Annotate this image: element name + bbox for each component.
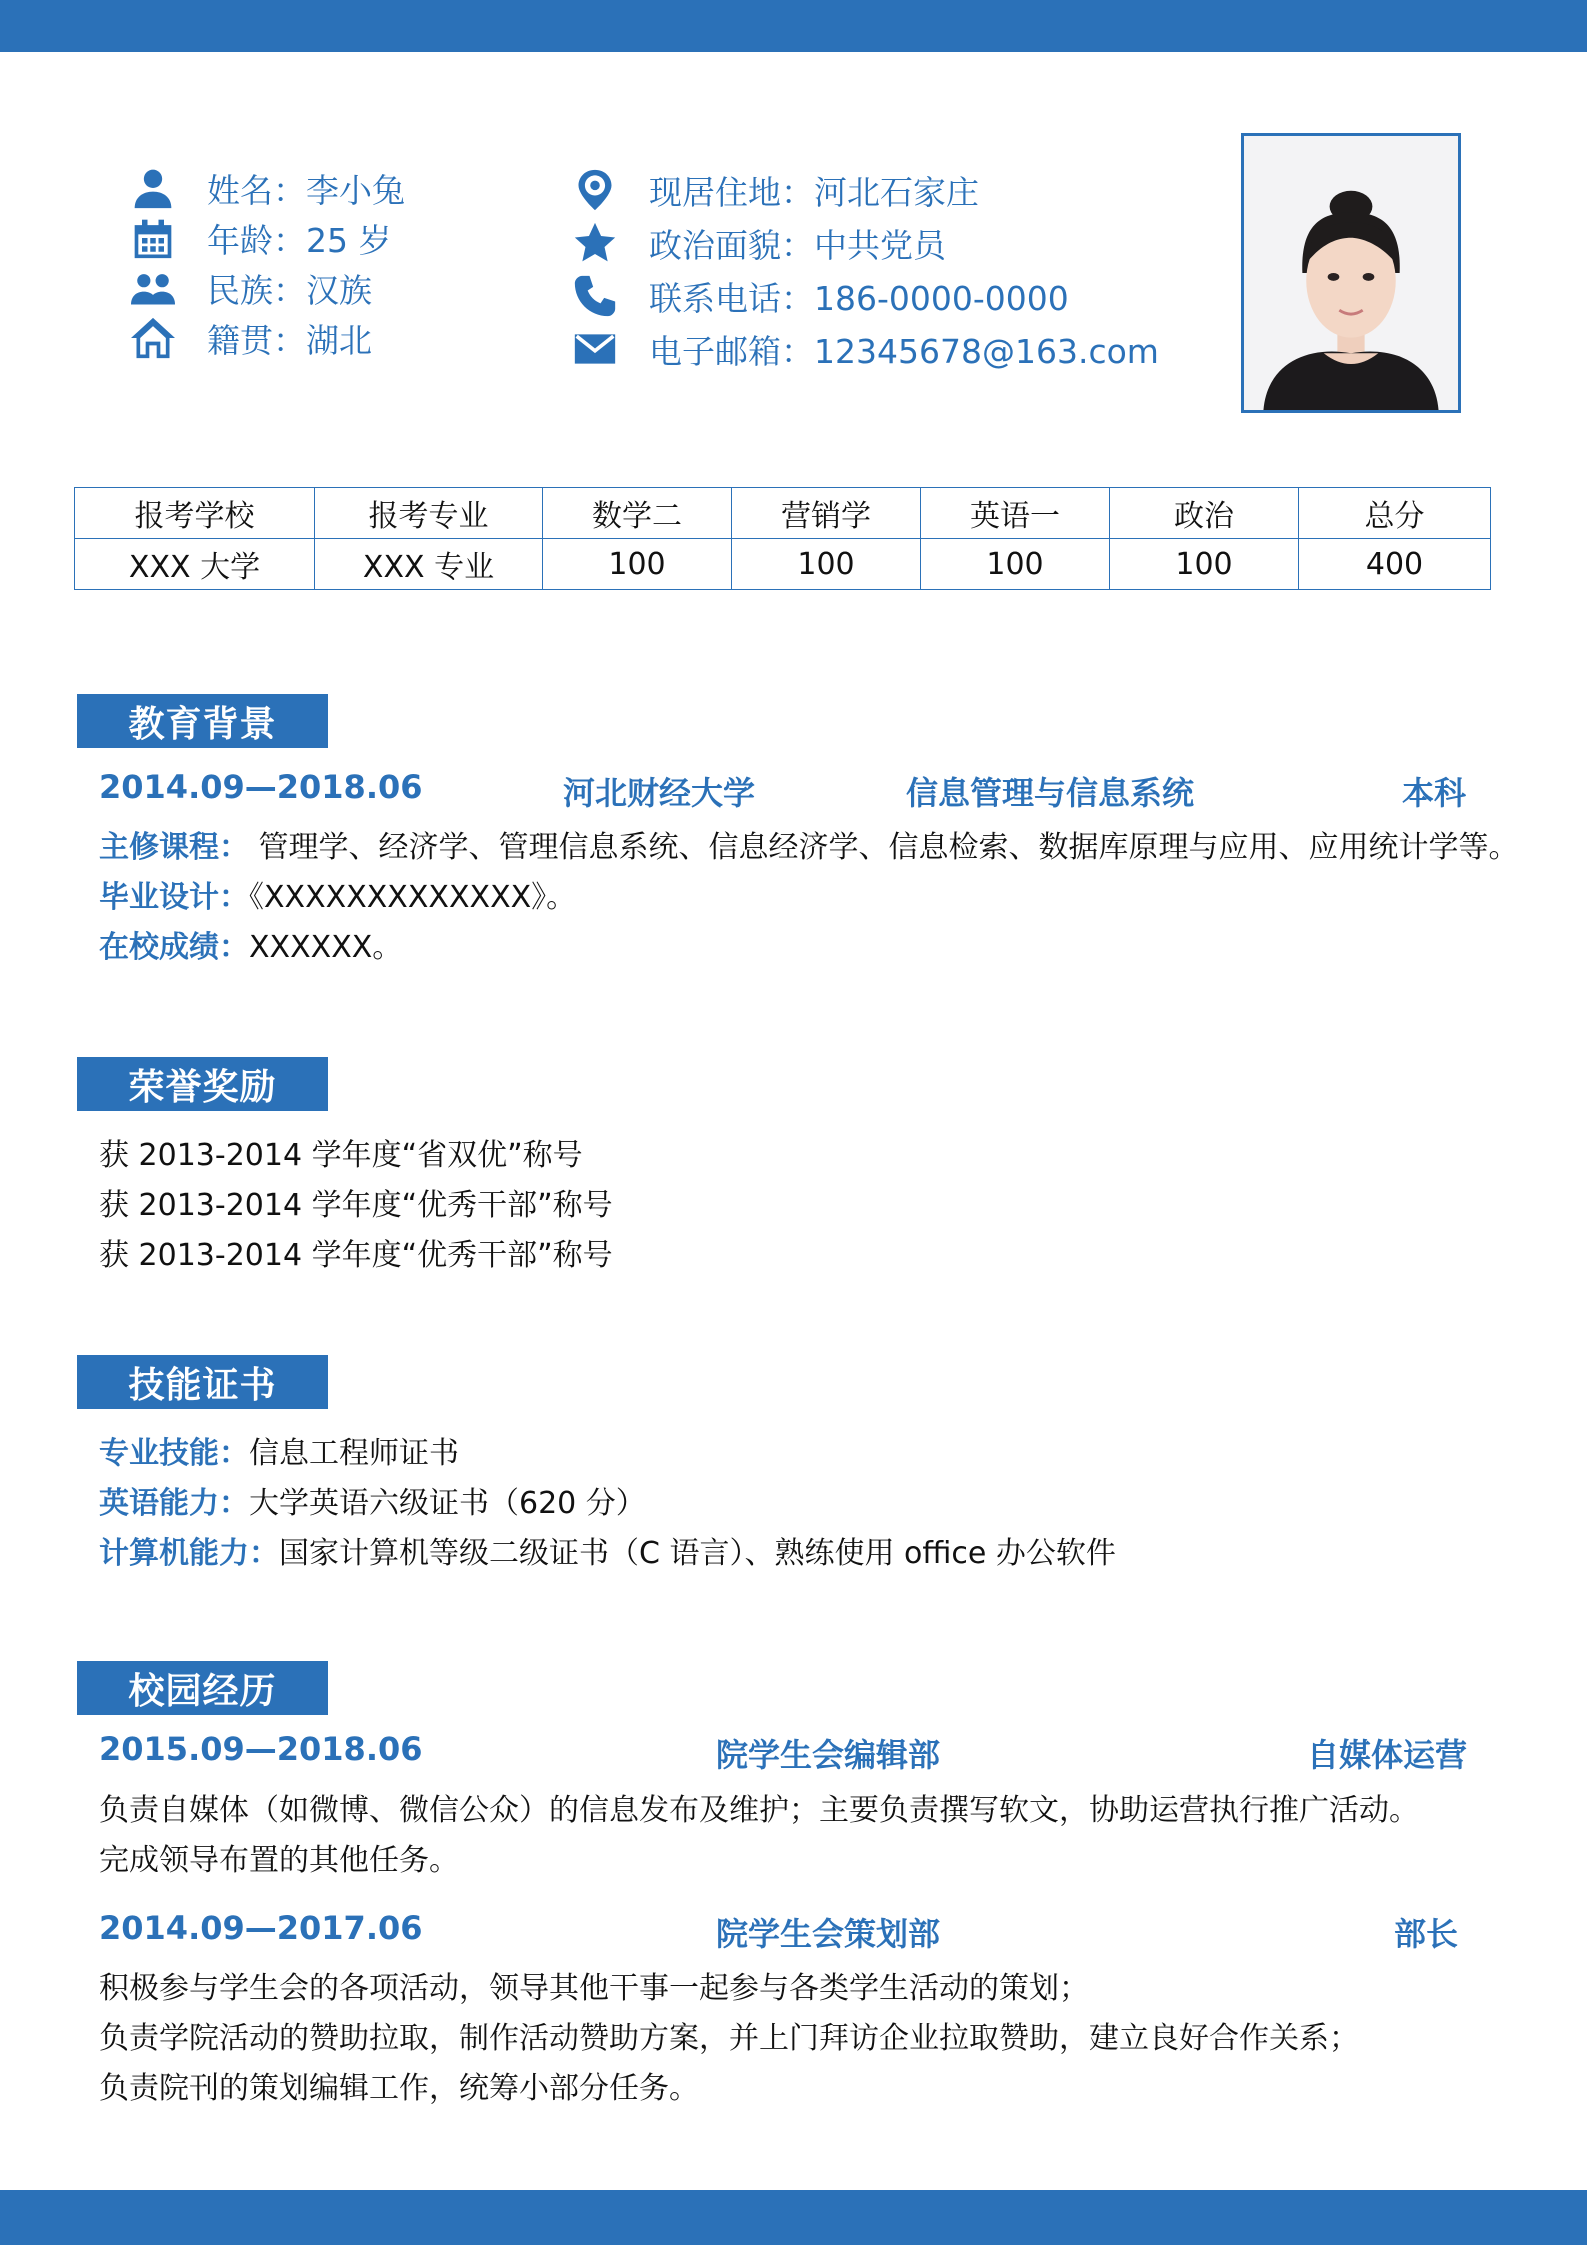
table-header-cell: 总分 xyxy=(1299,488,1491,539)
bottom-banner xyxy=(0,2190,1587,2245)
people-icon xyxy=(129,264,177,312)
thesis-label: 毕业设计： xyxy=(99,880,249,915)
residence-text: 现居住地：河北石家庄 xyxy=(649,172,979,212)
skills-section-title: 技能证书 xyxy=(77,1355,328,1409)
political-text: 政治面貌：中共党员 xyxy=(649,225,946,265)
computer-skill-label: 计算机能力： xyxy=(99,1536,279,1571)
experience-org: 院学生会编辑部 xyxy=(716,1736,941,1774)
education-school: 河北财经大学 xyxy=(563,774,756,812)
thesis-text: 《XXXXXXXXXXXXX》。 xyxy=(249,880,577,915)
honors-section-title: 荣誉奖励 xyxy=(77,1057,328,1111)
honor-item: 获 2013-2014 学年度“省双优”称号 xyxy=(99,1138,583,1173)
table-cell: XXX 专业 xyxy=(315,539,543,590)
star-icon xyxy=(571,219,619,267)
table-header-cell: 营销学 xyxy=(732,488,921,539)
mail-icon xyxy=(571,325,619,373)
info-age xyxy=(129,213,391,263)
email-text: 电子邮箱：12345678@163.com xyxy=(649,331,1159,371)
education-degree: 本科 xyxy=(1402,774,1467,812)
education-courses-row xyxy=(99,822,1519,866)
education-major: 信息管理与信息系统 xyxy=(906,774,1195,812)
table-header-cell: 英语一 xyxy=(921,488,1110,539)
name-text: 姓名：李小兔 xyxy=(207,170,405,210)
courses-label: 主修课程： xyxy=(99,830,249,865)
info-ethnicity xyxy=(129,263,372,313)
person-icon xyxy=(129,164,177,212)
table-cell: 400 xyxy=(1299,539,1491,590)
table-header-cell: 报考专业 xyxy=(315,488,543,539)
location-pin-icon xyxy=(571,166,619,214)
table-header-row xyxy=(75,488,1491,539)
computer-skill-text: 国家计算机等级二级证书（C 语言）、熟练使用 office 办公软件 xyxy=(279,1536,1116,1571)
info-name xyxy=(129,163,405,213)
info-phone xyxy=(571,271,1069,321)
skill-computer-row xyxy=(99,1528,1116,1572)
info-origin xyxy=(129,313,372,363)
table-header-cell: 数学二 xyxy=(543,488,732,539)
table-cell: XXX 大学 xyxy=(75,539,315,590)
experience-org: 院学生会策划部 xyxy=(716,1915,941,1953)
education-thesis-row xyxy=(99,872,576,916)
phone-icon xyxy=(571,272,619,320)
table-cell: 100 xyxy=(1110,539,1299,590)
professional-skill-label: 专业技能： xyxy=(99,1436,249,1471)
courses-text: 管理学、经济学、管理信息系统、信息经济学、信息检索、数据库原理与应用、应用统计学等。 xyxy=(258,830,1519,865)
home-icon xyxy=(129,314,177,362)
experience-period: 2014.09—2017.06 xyxy=(99,1909,423,1947)
age-text: 年龄：25 岁 xyxy=(207,220,392,260)
table-header-cell: 报考学校 xyxy=(75,488,315,539)
origin-text: 籍贯：湖北 xyxy=(207,320,372,360)
skill-english-row xyxy=(99,1478,646,1522)
campus-section-title: 校园经历 xyxy=(77,1661,328,1715)
education-section-title: 教育背景 xyxy=(77,694,328,748)
skill-professional-row xyxy=(99,1428,459,1472)
experience-line: 完成领导布置的其他任务。 xyxy=(99,1843,459,1878)
honor-item: 获 2013-2014 学年度“优秀干部”称号 xyxy=(99,1238,613,1273)
english-skill-label: 英语能力： xyxy=(99,1486,249,1521)
info-residence xyxy=(571,165,979,215)
professional-skill-text: 信息工程师证书 xyxy=(249,1436,459,1471)
honor-item: 获 2013-2014 学年度“优秀干部”称号 xyxy=(99,1188,613,1223)
table-cell: 100 xyxy=(921,539,1110,590)
grades-label: 在校成绩： xyxy=(99,930,249,965)
table-cell: 100 xyxy=(732,539,921,590)
experience-line: 负责院刊的策划编辑工作，统筹小部分任务。 xyxy=(99,2071,699,2106)
ethnicity-text: 民族：汉族 xyxy=(207,270,372,310)
top-banner xyxy=(0,0,1587,52)
education-period: 2014.09—2018.06 xyxy=(99,768,423,806)
experience-line: 积极参与学生会的各项活动，领导其他干事一起参与各类学生活动的策划； xyxy=(99,1971,1089,2006)
table-header-cell: 政治 xyxy=(1110,488,1299,539)
table-row xyxy=(75,539,1491,590)
experience-line: 负责自媒体（如微博、微信公众）的信息发布及维护；主要负责撰写软文，协助运营执行推广活动。 xyxy=(99,1793,1419,1828)
grades-text: XXXXXX。 xyxy=(249,930,403,965)
experience-role: 部长 xyxy=(1394,1915,1459,1953)
score-table xyxy=(74,487,1491,590)
calendar-icon xyxy=(129,214,177,262)
phone-text: 联系电话：186-0000-0000 xyxy=(649,278,1069,318)
info-political xyxy=(571,218,946,268)
english-skill-text: 大学英语六级证书（620 分） xyxy=(249,1486,646,1521)
experience-role: 自媒体运营 xyxy=(1307,1736,1468,1774)
education-grades-row xyxy=(99,922,402,966)
info-email xyxy=(571,324,1159,374)
table-cell: 100 xyxy=(543,539,732,590)
experience-period: 2015.09—2018.06 xyxy=(99,1730,423,1768)
profile-photo xyxy=(1241,133,1461,413)
experience-line: 负责学院活动的赞助拉取，制作活动赞助方案，并上门拜访企业拉取赞助，建立良好合作关系； xyxy=(99,2021,1359,2056)
